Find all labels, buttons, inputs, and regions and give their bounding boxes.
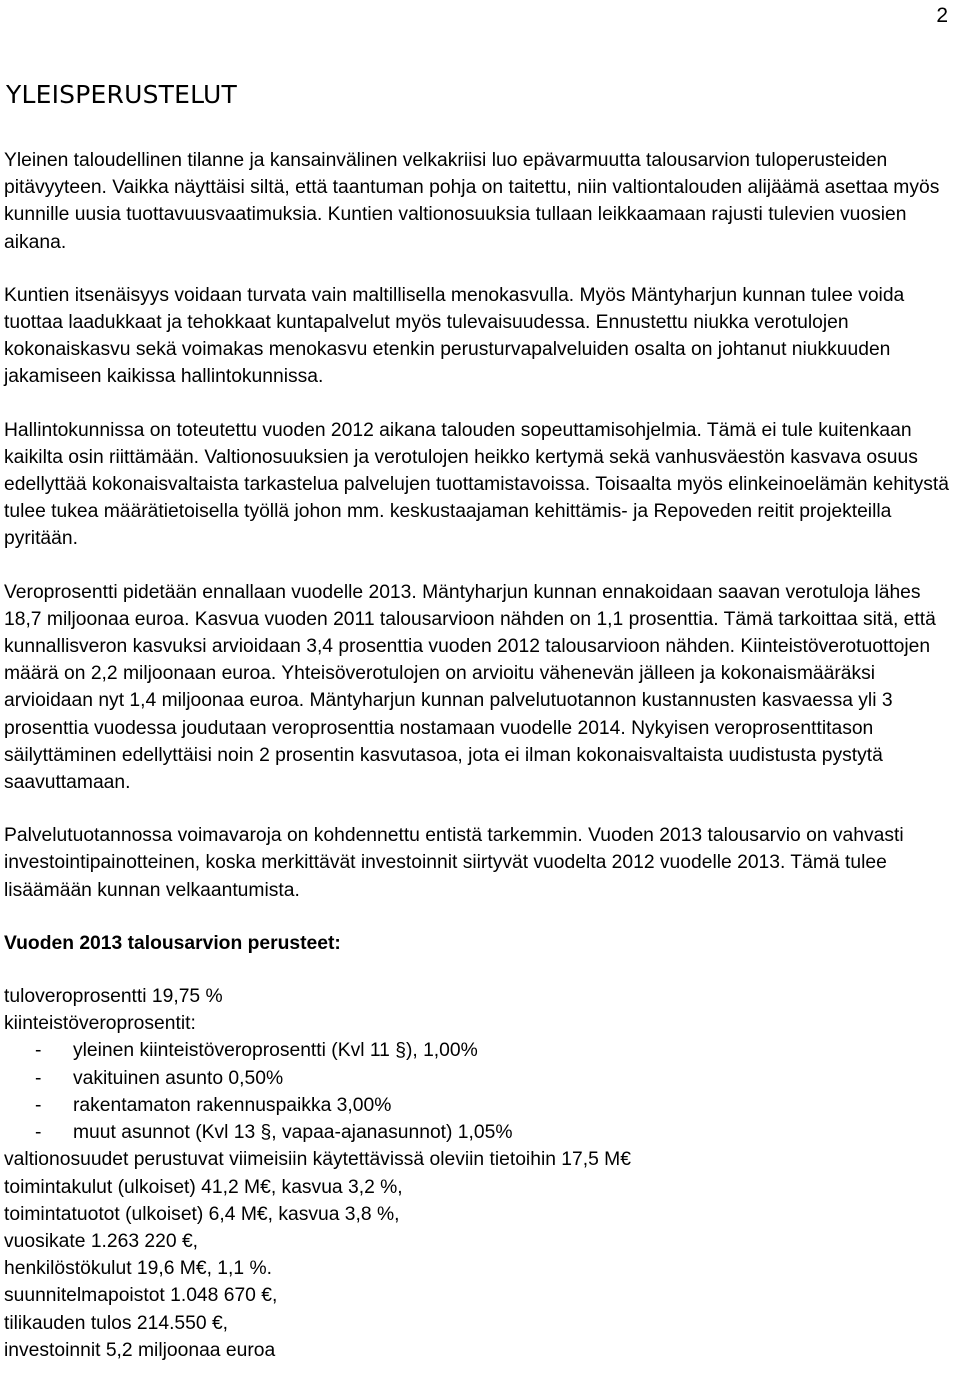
budget-basis-list — [4, 983, 956, 1364]
property-tax-item — [4, 1065, 956, 1092]
dash-bullet: - — [35, 1094, 42, 1116]
paragraph: Kuntien itsenäisyys voidaan turvata vain maltillisella menokasvulla. Myös Mäntyharjun kunnan tulee voida tuottaa laadukkaat ja tehokkaat kuntapalvelut myös tulevaisuudessa. Ennustettu niukka verotulojen kokonaiskasvu sekä voimakas menokasvu etenkin perusturvapalveluiden osalta on johtanut niukkuuden jakamiseen kaikissa hallintokunnissa. — [4, 284, 905, 388]
income-tax-line: tuloveroprosentti 19,75 % — [4, 986, 223, 1008]
page-number: 2 — [936, 4, 948, 27]
property-tax-item — [4, 1037, 956, 1064]
operating-income-line: toimintatuotot (ulkoiset) 6,4 M€, kasvua 3,8 %, — [4, 1203, 400, 1225]
property-tax-item — [4, 1119, 956, 1146]
paragraph: Veroprosentti pidetään ennallaan vuodelle 2013. Mäntyharjun kunnan ennakoidaan saavan verotuloja lähes 18,7 miljoonaa euroa. Kasvua vuoden 2011 talousarvioon nähden on 1,1 prosenttia. Tämä tarkoittaa sitä, että kunnallisveron kasvuksi arvioidaan 3,4 prosenttia vuoden 2012 talousarvioon nähden. Kiinteistöverotuottojen määrä on 2,2 miljoonaan euroa. Yhteisöverotulojen on arvioitu vähenevän jälleen ja kokonaismääräksi arvioidaan nyt 1,4 miljoonaa euroa. Mäntyharjun kunnan palvelutuotannon kustannusten kasvaessa yli 3 prosenttia vuodessa joudutaan veroprosenttia nostamaan vuodelle 2014. Nykyisen veroprosenttitason säilyttäminen edellyttäisi noin 2 prosentin kasvutasoa, jota ei ilman kokonaisvaltaista uudistusta pystytä saavuttamaan. — [4, 581, 936, 794]
financial-result-line: tilikauden tulos 214.550 €, — [4, 1312, 229, 1334]
personnel-costs-line: henkilöstökulut 19,6 M€, 1,1 %. — [4, 1258, 272, 1280]
operating-costs-line: toimintakulut (ulkoiset) 41,2 M€, kasvua 3,2 %, — [4, 1176, 403, 1198]
document-body — [4, 147, 956, 1364]
paragraph: Hallintokunnissa on toteutettu vuoden 2012 aikana talouden sopeuttamisohjelmia. Tämä ei tule kuitenkaan kaikilta osin riittämään. Valtionosuuksien ja verotulojen heikko kertymä sekä vanhusväestön kasvava osuus edellyttää kokonaisvaltaista tarkastelua palvelujen tuottamistavoissa. Toisaalta myös elinkeinoelämän kehitystä tulee tukea määrätietoisella työllä johon mm. keskustaajaman kehittämis- ja Repoveden reitit projekteilla pyritään. — [4, 419, 949, 550]
page-title: YLEISPERUSTELUT — [6, 80, 237, 109]
paragraph: Palvelutuotannossa voimavaroja on kohdennettu entistä tarkemmin. Vuoden 2013 talousarvio on vahvasti investointipainotteinen, koska merkittävät investoinnit siirtyvät vuodelta 2012 vuodelle 2013. Tämä tulee lisäämään kunnan velkaantumista. — [4, 825, 904, 901]
property-tax-item-text: rakentamaton rakennuspaikka 3,00% — [73, 1094, 392, 1116]
annual-margin-line: vuosikate 1.263 220 €, — [4, 1230, 199, 1252]
property-tax-item-text: yleinen kiinteistöveroprosentti (Kvl 11 §), 1,00% — [73, 1040, 478, 1062]
property-tax-label: kiinteistöveroprosentit: — [4, 1013, 196, 1035]
dash-bullet: - — [35, 1122, 42, 1144]
state-subsidy-line: valtionosuudet perustuvat viimeisiin käytettävissä oleviin tietoihin 17,5 M€ — [4, 1149, 631, 1171]
depreciation-line: suunnitelmapoistot 1.048 670 €, — [4, 1285, 278, 1307]
investments-line: investoinnit 5,2 miljoonaa euroa — [4, 1339, 276, 1361]
dash-bullet: - — [35, 1040, 42, 1062]
basis-heading: Vuoden 2013 talousarvion perusteet: — [4, 932, 341, 954]
property-tax-item — [4, 1092, 956, 1119]
property-tax-item-text: muut asunnot (Kvl 13 §, vapaa-ajanasunnot) 1,05% — [73, 1122, 513, 1144]
property-tax-item-text: vakituinen asunto 0,50% — [73, 1067, 284, 1089]
dash-bullet: - — [35, 1067, 42, 1089]
paragraph: Yleinen taloudellinen tilanne ja kansainvälinen velkakriisi luo epävarmuutta talousarvion tuloperusteiden pitävyyteen. Vaikka näyttäisi siltä, että taantuman pohja on taitettu, niin valtiontalouden alijäämä asettaa myös kunnille uusia tuottavuusvaatimuksia. Kuntien valtionosuuksia tullaan leikkaamaan rajusti tulevien vuosien aikana. — [4, 150, 940, 253]
